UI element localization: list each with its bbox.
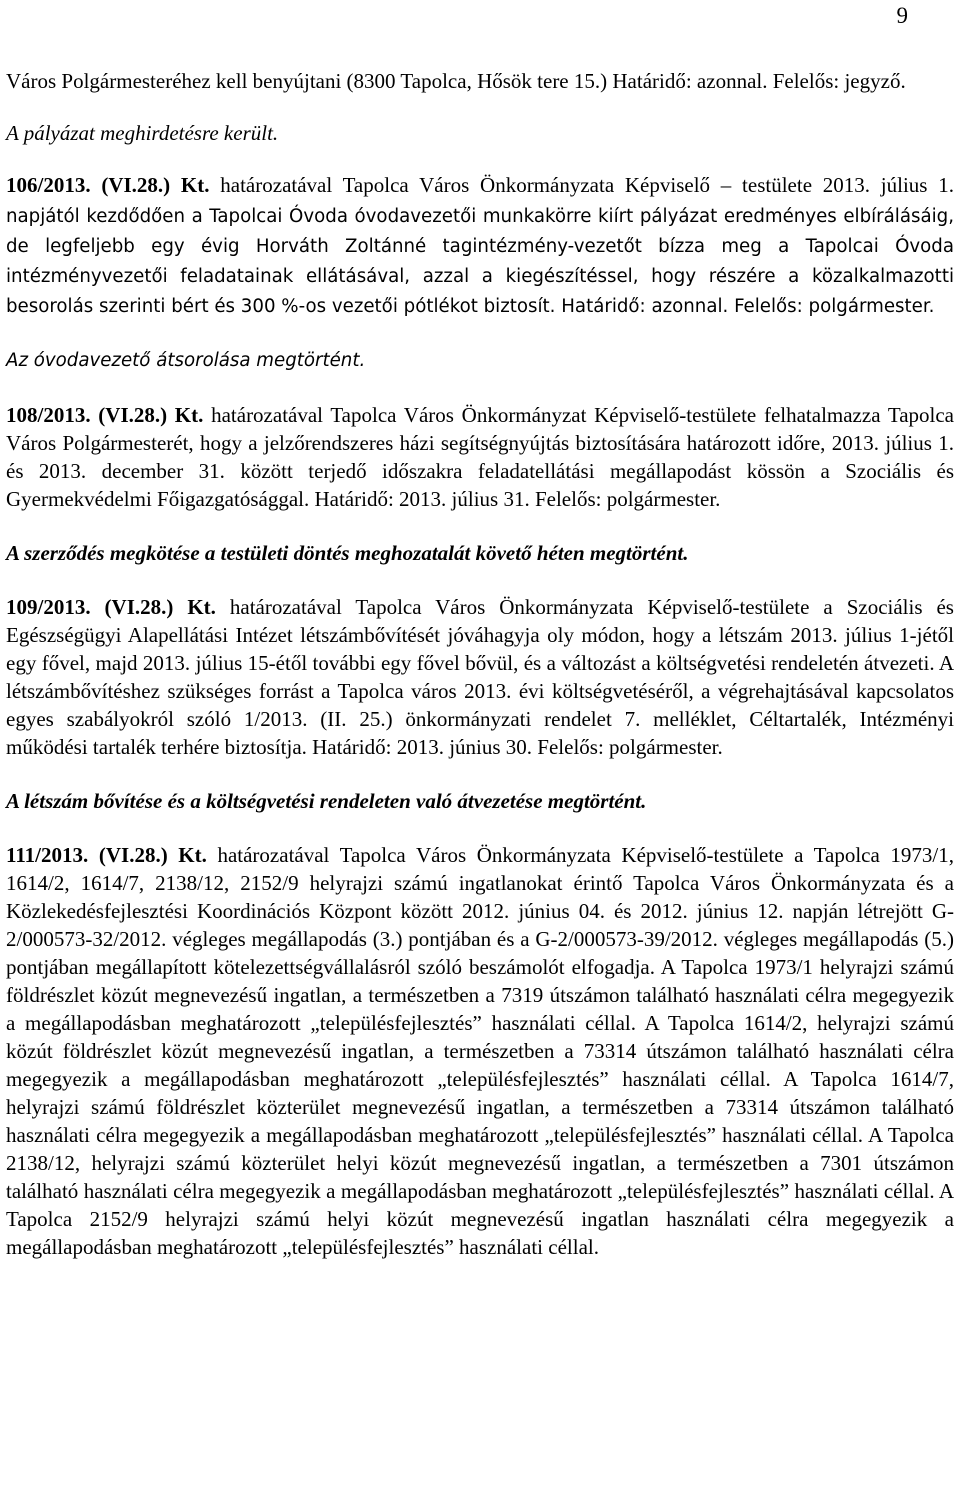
resolution-108-status: A szerződés megkötése a testületi döntés meghozatalát követő héten megtörtént. bbox=[6, 541, 689, 565]
resolution-109-status: A létszám bővítése és a költségvetési rendeleten való átvezetése megtörtént. bbox=[6, 789, 647, 813]
resolution-106-status: Az óvodavezető átsorolása megtörtént. bbox=[6, 350, 366, 371]
resolution-109-paragraph bbox=[6, 593, 954, 761]
resolution-106-number: 106/2013. (VI.28.) Kt. bbox=[6, 173, 210, 197]
intro-paragraph: Város Polgármesteréhez kell benyújtani (8300 Tapolca, Hősök tere 15.) Határidő: azonnal. Felelős: jegyző. bbox=[6, 69, 906, 93]
resolution-111-text: határozatával Tapolca Város Önkormányzata Képviselő-testülete a Tapolca 1973/1, 1614/2, 1614/7, 2138/12, 2152/9 helyrajzi számú ingatlanokat érintő Tapolca Város Önkormányzata és a Közlekedésfejlesztési Koordinációs Központ között 2012. június 04. és 2012. június 12. napján létrejött G-2/000573-32/2012. végleges megállapodás (3.) pontjában és a G-2/000573-39/2012. végleges megállapodás (5.) pontjában megállapított kötelezettségvállalásról szóló beszámolót elfogadja. A Tapolca 1973/1 helyrajzi számú földrészlet közút megnevezésű ingatlan, a természetben a 7319 útszámon található használati célra megegyezik a megállapodásban meghatározott „településfejlesztés” használati céllal. A Tapolca 1614/2, helyrajzi számú közút földrészlet közút megnevezésű ingatlan, a természetben a 73314 útszámon található használati célra megegyezik a megállapodásban meghatározott „településfejlesztés” használati céllal. A Tapolca 1614/7, helyrajzi számú földrészlet közterület megnevezésű ingatlan, a természetben a 73314 útszámon található használati célra megegyezik a megállapodásban meghatározott „településfejlesztés” használati céllal. A Tapolca 2138/12, helyrajzi számú közterület helyi közút megnevezésű ingatlan, a természetben a 7301 útszámon található használati célra megegyezik a megállapodásban meghatározott „településfejlesztés” használati céllal. A Tapolca 2152/9 helyrajzi számú helyi közút megnevezésű ingatlan használati célra megegyezik a megállapodásban meghatározott „településfejlesztés” használati céllal. bbox=[6, 843, 954, 1259]
document-body bbox=[6, 67, 954, 1261]
resolution-106-text-serif: határozatával Tapolca Város Önkormányzata Képviselő – testülete 2013. július 1. bbox=[209, 173, 954, 197]
resolution-108-paragraph bbox=[6, 401, 954, 513]
resolution-109-text: határozatával Tapolca Város Önkormányzata Képviselő-testülete a Szociális és Egészségügyi Alapellátási Intézet létszámbővítését jóváhagyja oly módon, hogy a létszám 2013. július 1-jétől egy fővel, majd 2013. július 15-étől további egy fővel bővül, és a változást a költségvetési rendeletén átvezeti. A létszámbővítéshez szükséges forrást a Tapolca város 2013. évi költségvetéséről, a végrehajtásával kapcsolatos egyes szabályokról szóló 1/2013. (II. 25.) önkormányzati rendelet 7. melléklet, Céltartalék, Intézményi működési tartalék terhére biztosítja. Határidő: 2013. június 30. Felelős: polgármester. bbox=[6, 595, 954, 759]
resolution-111-number: 111/2013. (VI.28.) Kt. bbox=[6, 843, 207, 867]
resolution-108-text: határozatával Tapolca Város Önkormányzat Képviselő-testülete felhatalmazza Tapolca Város Polgármesterét, hogy a jelzőrendszeres házi segítségnyújtás biztosítására határozott időre, 2013. július 1. és 2013. december 31. között terjedő időszakra feladatellátási megállapodást kössön a Szociális és Gyermekvédelmi Főigazgatósággal. Határidő: 2013. július 31. Felelős: polgármester. bbox=[6, 403, 954, 511]
resolution-106-text-sans: napjától kezdődően a Tapolcai Óvoda óvodavezetői munkakörre kiírt pályázat eredményes elbírálásáig, de legfeljebb egy évig Horváth Zoltánné tagintézmény-vezetőt bízza meg a Tapolcai Óvoda intézményvezetői feladatainak ellátásával, azzal a kiegészítéssel, hogy részére a közalkalmazotti besorolás szerinti bért és 300 %-os vezetői pótlékot biztosít. Határidő: azonnal. Felelős: polgármester. bbox=[6, 206, 954, 317]
intro-status: A pályázat meghirdetésre került. bbox=[6, 121, 279, 145]
resolution-106-paragraph bbox=[6, 171, 954, 321]
resolution-111-paragraph bbox=[6, 841, 954, 1261]
resolution-108-number: 108/2013. (VI.28.) Kt. bbox=[6, 403, 204, 427]
resolution-109-number: 109/2013. (VI.28.) Kt. bbox=[6, 595, 216, 619]
page-number: 9 bbox=[896, 3, 908, 28]
